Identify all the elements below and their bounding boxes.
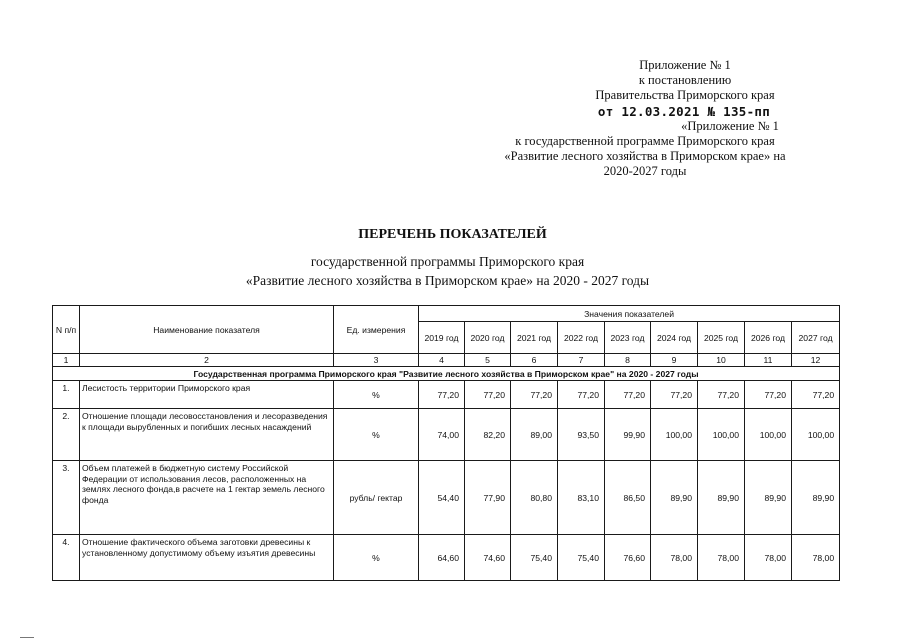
col-header-year: 2021 год (511, 322, 558, 354)
indicator-value: 75,40 (511, 535, 558, 581)
col-header-values-group: Значения показателей (419, 306, 840, 322)
indicator-value: 80,80 (511, 461, 558, 535)
indicator-name: Отношение площади лесовосстановления и лесоразведения к площади вырубленных и погибших лесных насаждений (80, 409, 334, 461)
indicator-value: 78,00 (698, 535, 745, 581)
indicator-value: 64,60 (419, 535, 465, 581)
column-number-cell: 11 (745, 354, 792, 367)
indicator-value: 89,90 (792, 461, 840, 535)
subtitle-line: государственной программы Приморского края (310, 254, 585, 269)
indicator-row (53, 381, 840, 409)
appendix-line: к постановлению (638, 73, 732, 88)
appendix-header (465, 58, 825, 180)
appendix-line: к государственной программе Приморского края (515, 134, 775, 149)
col-header-year: 2025 год (698, 322, 745, 354)
indicator-name: Отношение фактического объема заготовки древесины к установленному допустимому объему изъятия древесины (80, 535, 334, 581)
indicator-value: 89,90 (651, 461, 698, 535)
indicator-value: 77,20 (745, 381, 792, 409)
column-number-cell: 2 (80, 354, 334, 367)
document-title: ПЕРЕЧЕНЬ ПОКАЗАТЕЛЕЙ (358, 227, 547, 242)
indicator-value: 54,40 (419, 461, 465, 535)
indicator-value: 100,00 (745, 409, 792, 461)
indicator-value: 77,20 (698, 381, 745, 409)
appendix-line: 2020-2027 годы (603, 164, 687, 179)
indicator-value: 76,60 (605, 535, 651, 581)
indicator-value: 78,00 (745, 535, 792, 581)
col-header-name: Наименование показателя (80, 306, 334, 354)
indicator-value: 93,50 (558, 409, 605, 461)
indicator-value: 100,00 (792, 409, 840, 461)
column-number-cell: 4 (419, 354, 465, 367)
indicators-table (52, 305, 840, 581)
indicator-value: 89,00 (511, 409, 558, 461)
col-header-year: 2022 год (558, 322, 605, 354)
indicator-value: 74,60 (465, 535, 511, 581)
appendix-line: «Развитие лесного хозяйства в Приморском крае» на (504, 149, 786, 164)
indicator-unit: % (334, 409, 419, 461)
column-number-cell: 10 (698, 354, 745, 367)
col-header-year: 2020 год (465, 322, 511, 354)
indicator-row (53, 461, 840, 535)
indicator-value: 99,90 (605, 409, 651, 461)
section-row (53, 367, 840, 381)
col-header-num: N п/п (53, 306, 80, 354)
program-section-title: Государственная программа Приморского края "Развитие лесного хозяйства в Приморском крае" на 2020 - 2027 годы (53, 367, 840, 381)
indicator-name: Лесистость территории Приморского края (80, 381, 334, 409)
col-header-year: 2023 год (605, 322, 651, 354)
indicator-value: 77,20 (605, 381, 651, 409)
indicator-value: 75,40 (558, 535, 605, 581)
subtitle-line: «Развитие лесного хозяйства в Приморском крае» на 2020 - 2027 годы (245, 273, 650, 288)
indicator-value: 89,90 (698, 461, 745, 535)
row-number: 2. (53, 409, 80, 461)
row-number: 4. (53, 535, 80, 581)
column-number-row (53, 354, 840, 367)
indicator-value: 100,00 (651, 409, 698, 461)
col-header-year: 2026 год (745, 322, 792, 354)
row-number: 1. (53, 381, 80, 409)
indicator-value: 77,90 (465, 461, 511, 535)
col-header-year: 2024 год (651, 322, 698, 354)
column-number-cell: 12 (792, 354, 840, 367)
col-header-year: 2019 год (419, 322, 465, 354)
appendix-line: «Приложение № 1 (681, 118, 779, 133)
indicator-name: Объем платежей в бюджетную систему Российской Федерации от использования лесов, расположенных на землях лесного фонда,в расчете на 1 гектар земель лесного фонда (80, 461, 334, 535)
decree-reference: от 12.03.2021 № 135-пп (597, 103, 771, 119)
column-number-cell: 5 (465, 354, 511, 367)
indicator-value: 77,20 (558, 381, 605, 409)
indicator-value: 77,20 (511, 381, 558, 409)
document-subtitle (0, 252, 895, 290)
indicator-value: 77,20 (419, 381, 465, 409)
indicator-value: 86,50 (605, 461, 651, 535)
indicator-value: 82,20 (465, 409, 511, 461)
indicator-row (53, 409, 840, 461)
indicator-value: 100,00 (698, 409, 745, 461)
row-number: 3. (53, 461, 80, 535)
indicator-value: 89,90 (745, 461, 792, 535)
indicator-unit: % (334, 381, 419, 409)
column-number-cell: 1 (53, 354, 80, 367)
column-number-cell: 9 (651, 354, 698, 367)
appendix-line: Приложение № 1 (639, 58, 731, 72)
column-number-cell: 7 (558, 354, 605, 367)
indicator-value: 77,20 (792, 381, 840, 409)
indicator-value: 83,10 (558, 461, 605, 535)
col-header-unit: Ед. измерения (334, 306, 419, 354)
column-number-cell: 3 (334, 354, 419, 367)
indicator-value: 74,00 (419, 409, 465, 461)
indicator-value: 78,00 (651, 535, 698, 581)
column-number-cell: 6 (511, 354, 558, 367)
indicator-row (53, 535, 840, 581)
indicator-unit: % (334, 535, 419, 581)
col-header-year: 2027 год (792, 322, 840, 354)
indicator-value: 77,20 (651, 381, 698, 409)
appendix-line: Правительства Приморского края (595, 88, 775, 103)
column-number-cell: 8 (605, 354, 651, 367)
indicator-value: 77,20 (465, 381, 511, 409)
scan-artifact (20, 637, 34, 638)
indicator-value: 78,00 (792, 535, 840, 581)
indicator-unit: рубль/ гектар (334, 461, 419, 535)
